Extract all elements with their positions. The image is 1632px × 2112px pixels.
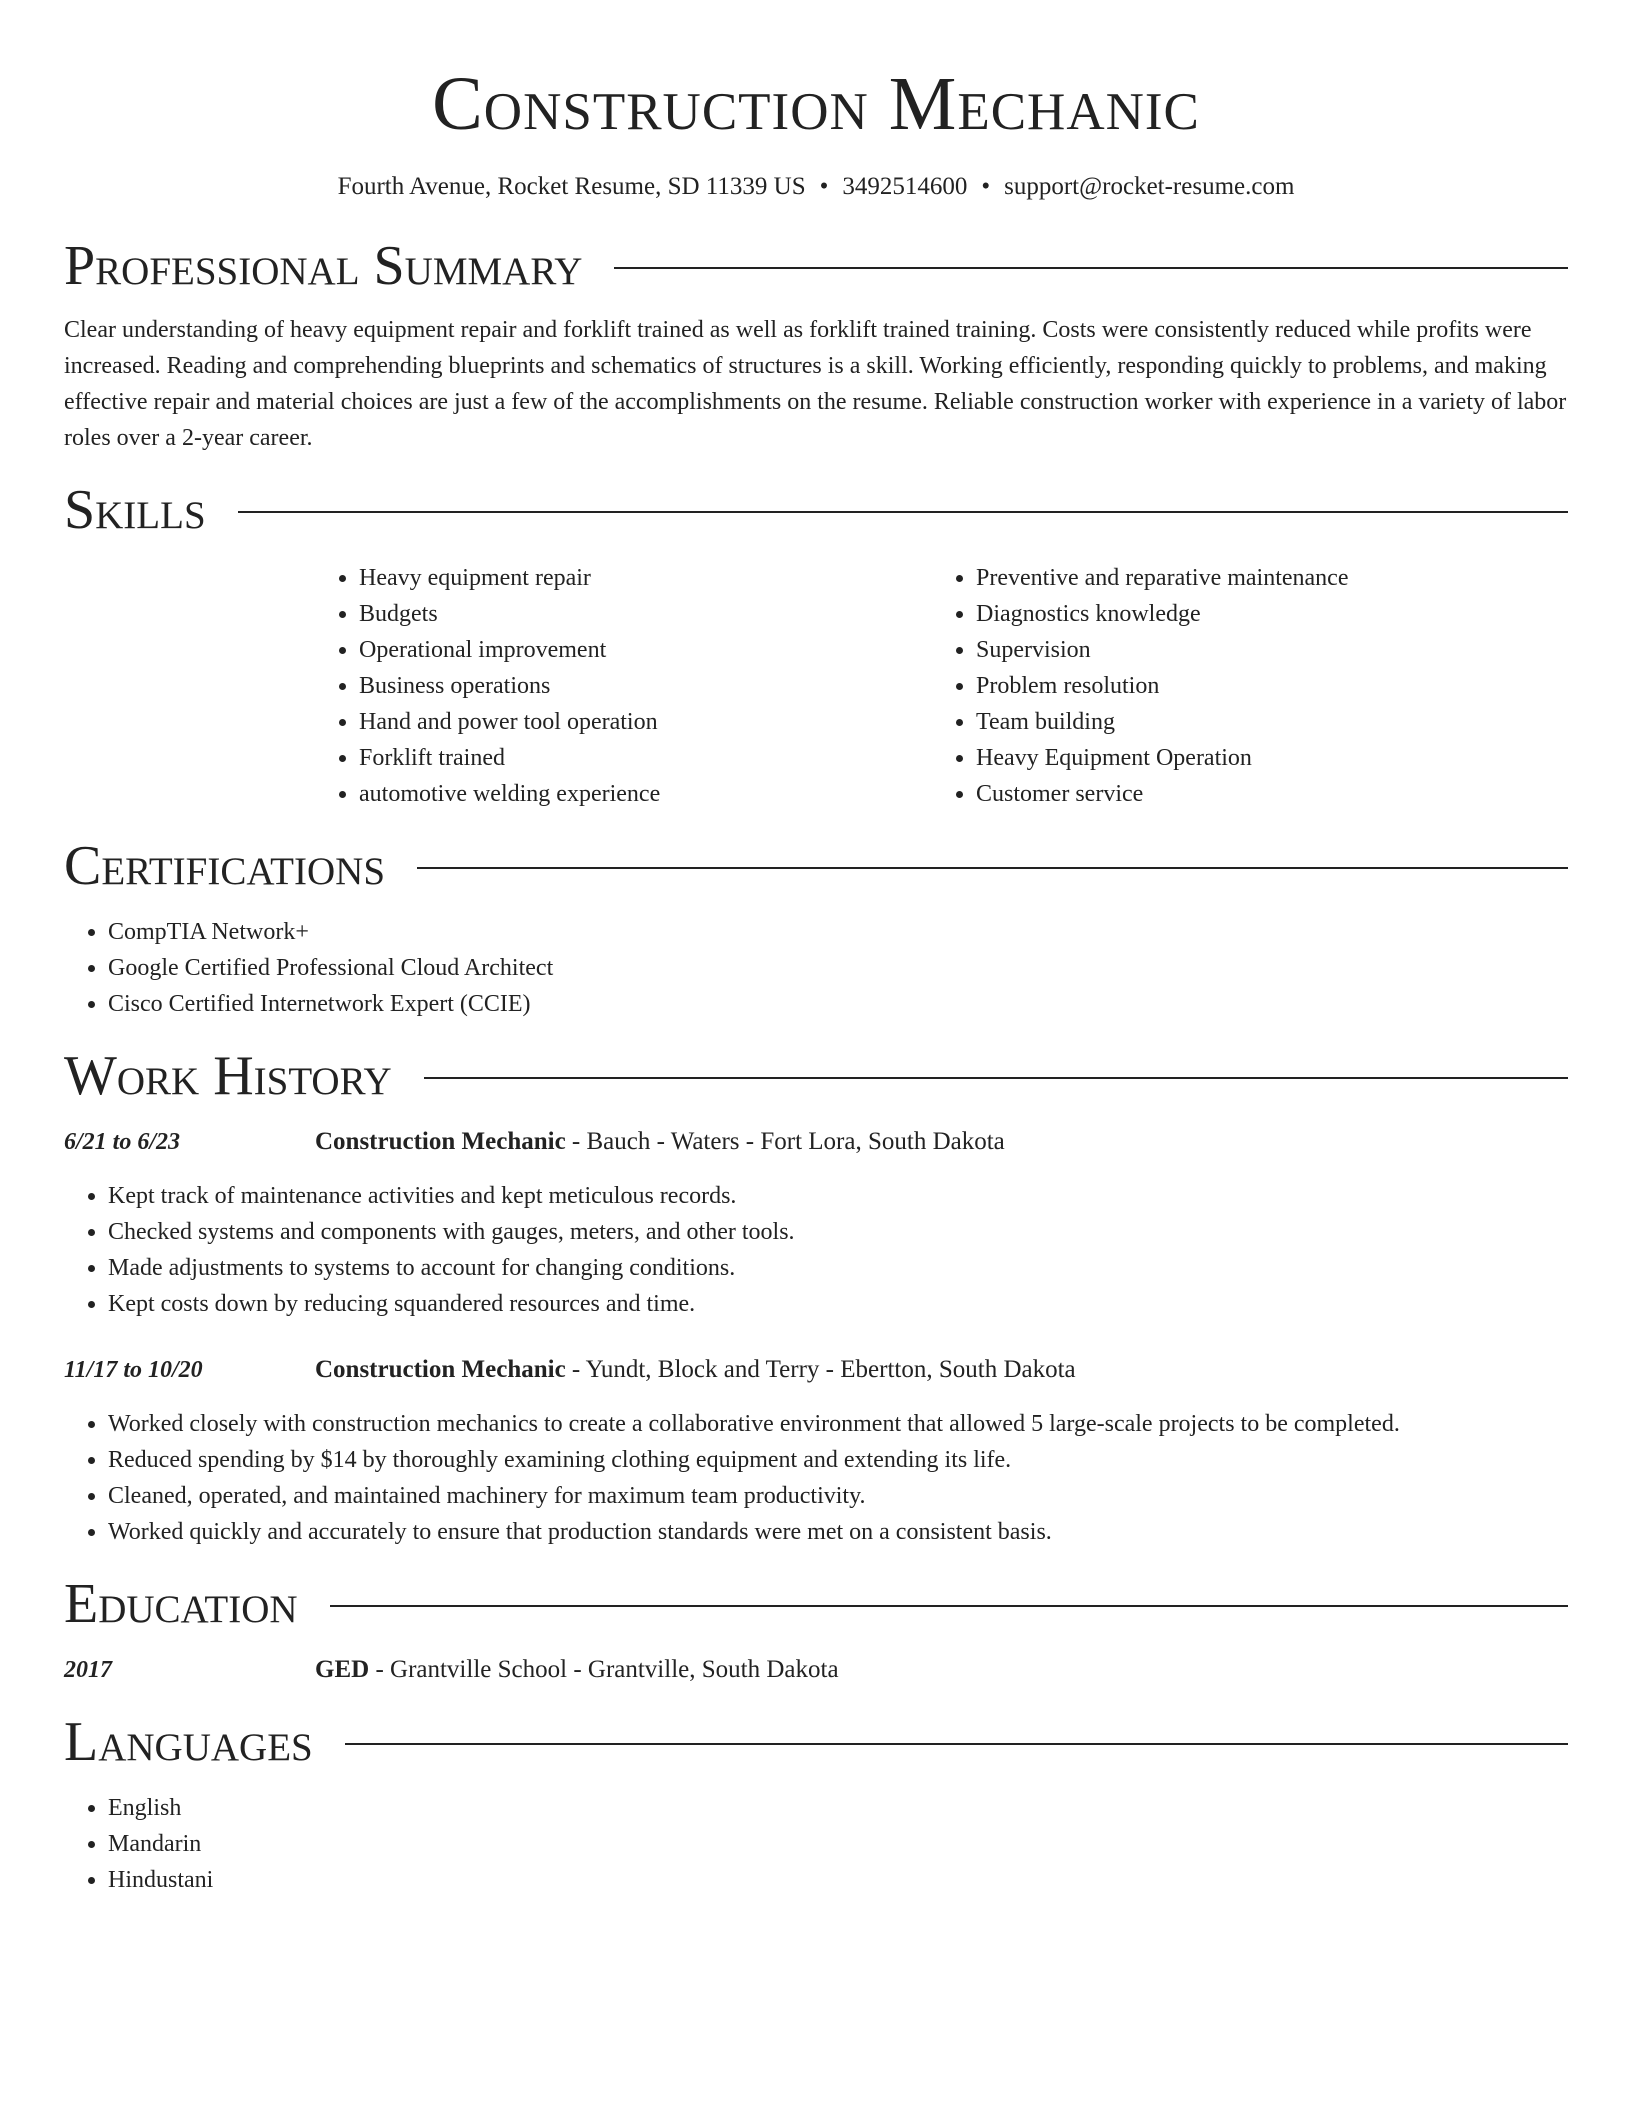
summary-section-header [64, 234, 1568, 298]
job-bullet: • Checked systems and components with gauges, meters, and other tools. [108, 1214, 1568, 1250]
skill-item: • Operational improvement [359, 632, 932, 668]
education-school: - Grantville School - Grantville, South Dakota [369, 1656, 839, 1683]
languages-section-header [64, 1710, 1568, 1774]
language-item: • Mandarin [108, 1826, 1568, 1862]
resume-name: Construction Mechanic [432, 62, 1200, 146]
job-details: - Yundt, Block and Terry - Ebertton, South Dakota [565, 1356, 1076, 1383]
job-entry [315, 1352, 1076, 1388]
education-title: Education [64, 1573, 298, 1635]
section-divider [417, 867, 1568, 869]
section-divider [424, 1077, 1568, 1079]
contact-phone: 3492514600 [842, 173, 968, 200]
job-bullets [64, 1406, 1568, 1550]
job-bullet: • Made adjustments to systems to account for changing conditions. [108, 1250, 1568, 1286]
job-bullet: • Worked quickly and accurately to ensure that production standards were met on a consistent basis. [108, 1514, 1568, 1550]
job-bullet: • Kept costs down by reducing squandered resources and time. [108, 1286, 1568, 1322]
section-divider [238, 511, 1568, 513]
skills-section-header [64, 478, 1568, 542]
skills-column-left [315, 560, 932, 812]
skill-item: • Heavy equipment repair [359, 560, 932, 596]
skills-list-right [932, 560, 1549, 812]
certifications-title: Certifications [64, 835, 386, 897]
work-section-header [64, 1044, 1568, 1108]
job-header [64, 1124, 1568, 1160]
certifications-section-header [64, 834, 1568, 898]
contact-address: Fourth Avenue, Rocket Resume, SD 11339 US [337, 173, 806, 200]
contact-line [64, 170, 1568, 204]
skills-grid [315, 560, 1568, 812]
languages-title: Languages [64, 1711, 313, 1773]
skill-item: • Hand and power tool operation [359, 704, 932, 740]
section-divider [345, 1743, 1568, 1745]
education-section-header [64, 1572, 1568, 1636]
language-item: • English [108, 1790, 1568, 1826]
contact-email: support@rocket-resume.com [1004, 173, 1295, 200]
work-title: Work History [64, 1045, 392, 1107]
job-role: Construction Mechanic [315, 1128, 566, 1155]
skill-item: • Customer service [976, 776, 1549, 812]
section-divider [330, 1605, 1568, 1607]
certification-item: • Cisco Certified Internetwork Expert (CCIE) [108, 986, 1568, 1022]
section-divider [614, 267, 1568, 269]
job-bullet: • Kept track of maintenance activities and kept meticulous records. [108, 1178, 1568, 1214]
job-bullets [64, 1178, 1568, 1322]
job-bullet: • Cleaned, operated, and maintained machinery for maximum team productivity. [108, 1478, 1568, 1514]
job-dates: 11/17 to 10/20 [64, 1357, 203, 1383]
skill-item: • Preventive and reparative maintenance [976, 560, 1549, 596]
skill-item: • Diagnostics knowledge [976, 596, 1549, 632]
language-item: • Hindustani [108, 1862, 1568, 1898]
skills-title: Skills [64, 479, 206, 541]
education-detail [315, 1652, 839, 1688]
languages-list [64, 1790, 1568, 1898]
contact-separator: • [981, 173, 991, 200]
job-bullet: • Worked closely with construction mechanics to create a collaborative environment that allowed 5 large-scale projects to be completed. [108, 1406, 1568, 1442]
skill-item: • Heavy Equipment Operation [976, 740, 1549, 776]
skill-item: • Budgets [359, 596, 932, 632]
summary-text: Clear understanding of heavy equipment repair and forklift trained as well as forklift trained training. Costs were consistently reduced while profits were increased. Reading and comprehending blueprints and schematics of structures is a skill. Working efficiently, responding quickly to problems, and making effective repair and material choices are just a few of the accomplishments on the resume. Reliable construction worker with experience in a variety of labor roles over a 2-year career. [64, 317, 1567, 451]
summary-title: Professional Summary [64, 235, 583, 297]
contact-separator: • [819, 173, 829, 200]
certification-item: • CompTIA Network+ [108, 914, 1568, 950]
education-degree: GED [315, 1656, 370, 1683]
job-bullet: • Reduced spending by $14 by thoroughly examining clothing equipment and extending its life. [108, 1442, 1568, 1478]
certifications-list [64, 914, 1568, 1022]
skill-item: • Team building [976, 704, 1549, 740]
skill-item: • Problem resolution [976, 668, 1549, 704]
skills-list-left [315, 560, 932, 812]
certification-item: • Google Certified Professional Cloud Architect [108, 950, 1568, 986]
job-entry [315, 1124, 1005, 1160]
skills-column-right [932, 560, 1549, 812]
education-year: 2017 [64, 1657, 112, 1683]
job-header [64, 1352, 1568, 1388]
job-dates: 6/21 to 6/23 [64, 1129, 181, 1155]
skill-item: • Supervision [976, 632, 1549, 668]
education-entry [64, 1652, 1568, 1688]
job-role: Construction Mechanic [315, 1356, 566, 1383]
job-details: - Bauch - Waters - Fort Lora, South Dakota [565, 1128, 1005, 1155]
skill-item: • automotive welding experience [359, 776, 932, 812]
skill-item: • Forklift trained [359, 740, 932, 776]
skill-item: • Business operations [359, 668, 932, 704]
